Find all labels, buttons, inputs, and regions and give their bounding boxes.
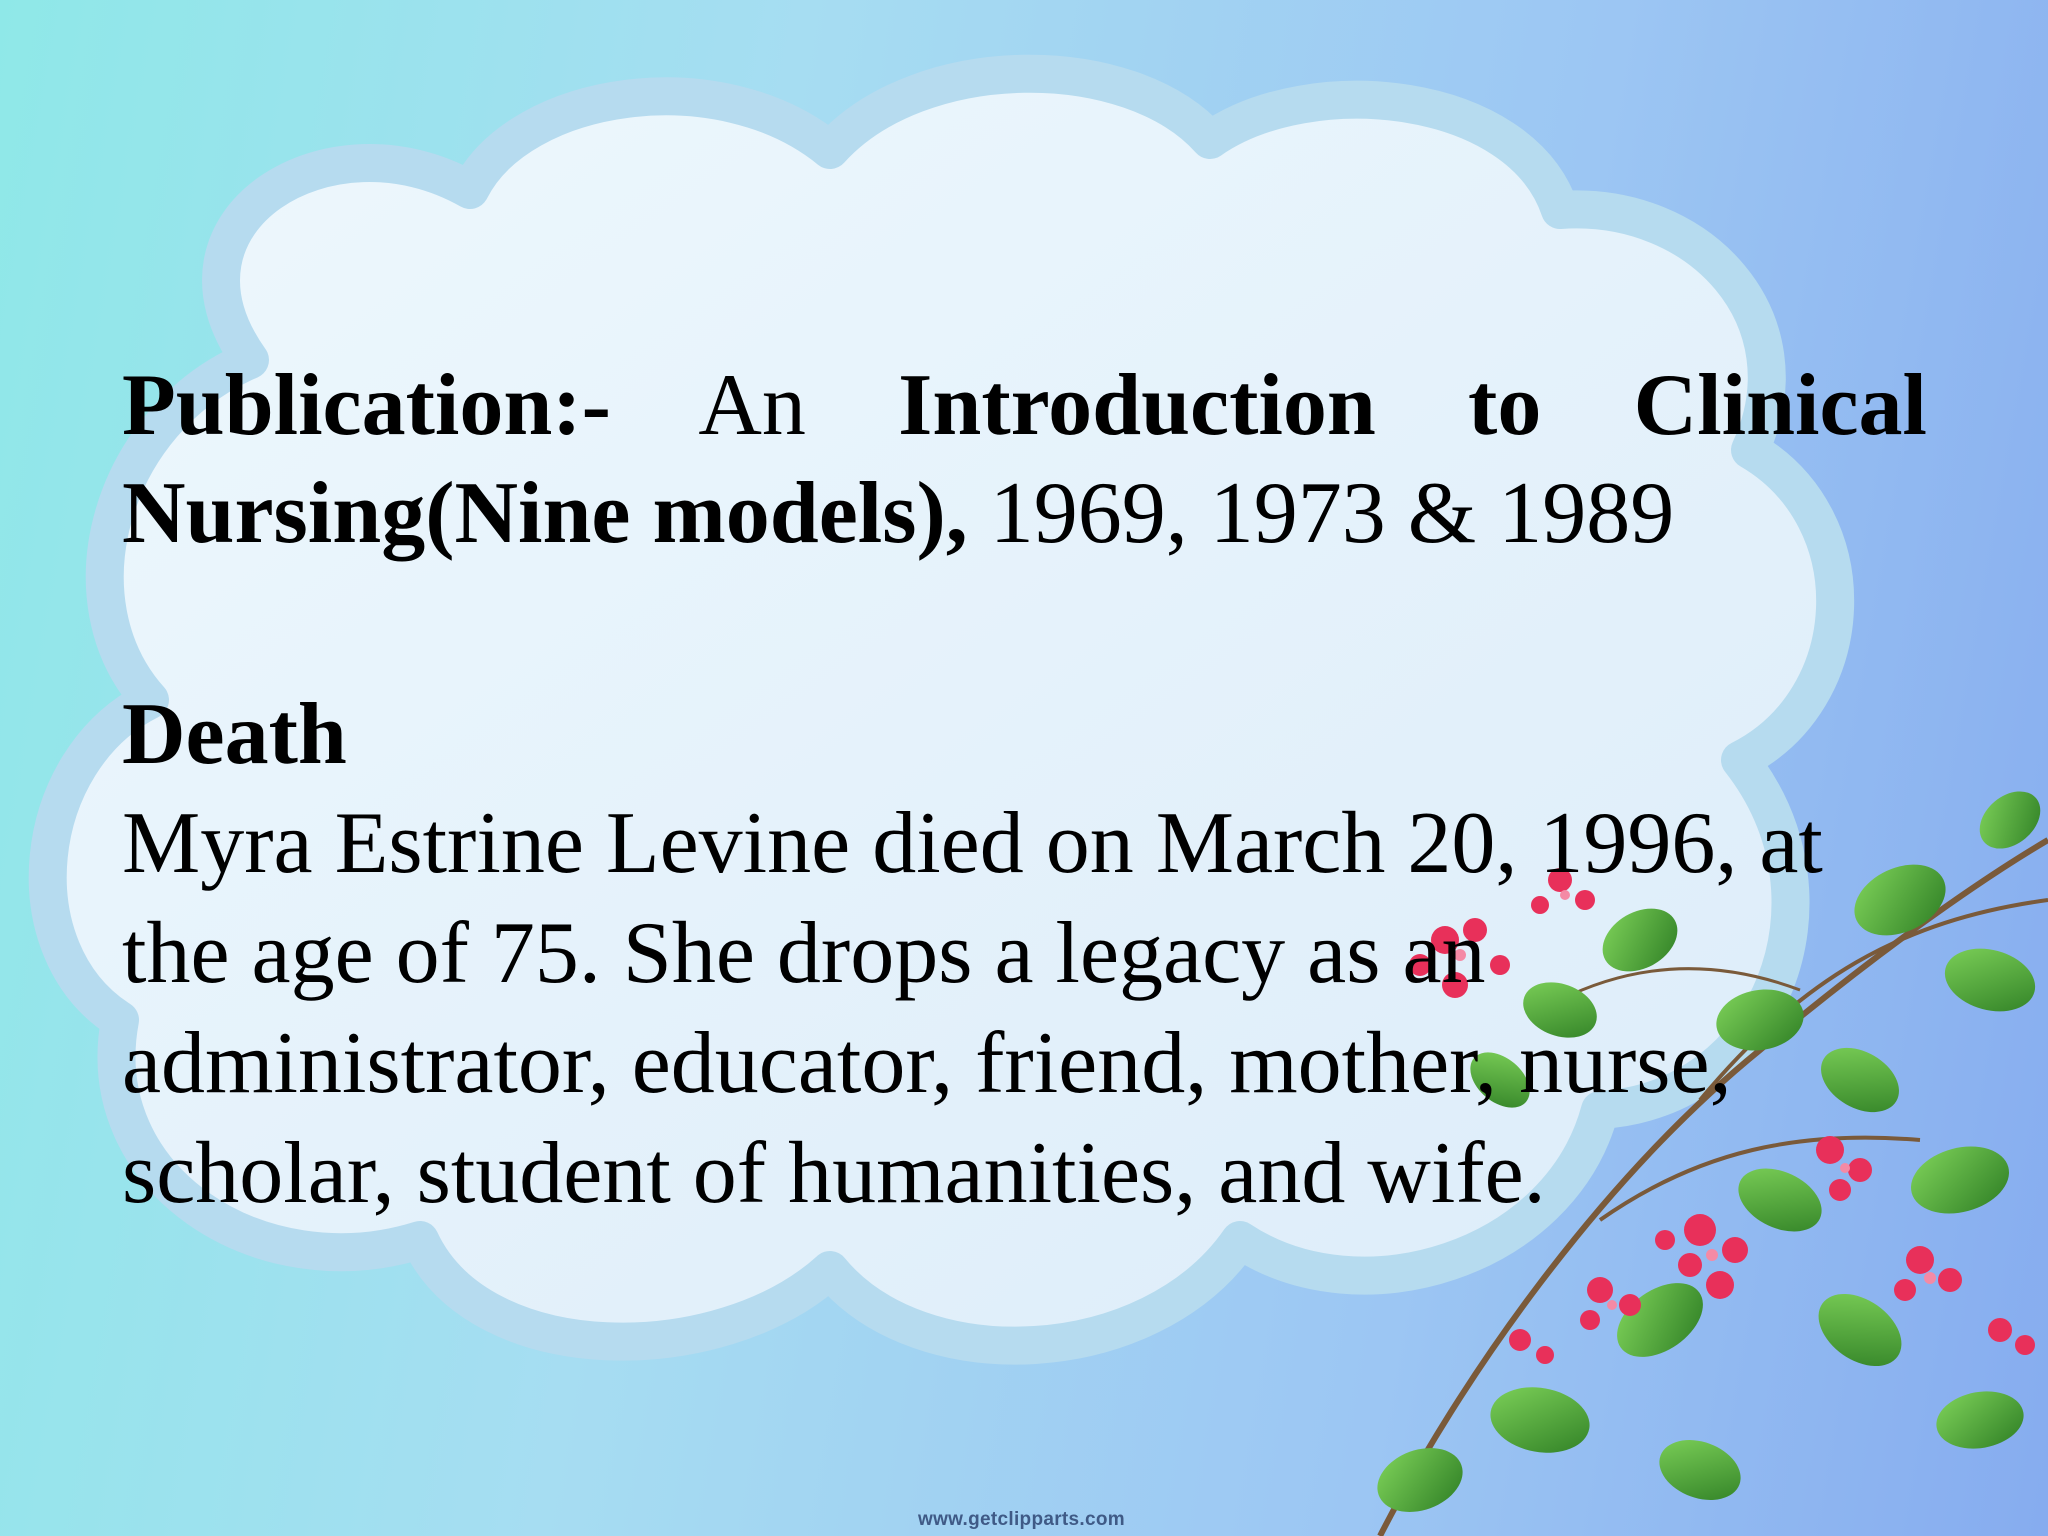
death-body: Myra Estrine Levine died on March 20, 1996, at the age of 75. She drops a legacy as an administrator, educator, friend, mother, nurse, scholar, student of humanities, and wife.	[122, 795, 1823, 1222]
publication-prefix: An	[610, 357, 899, 454]
clipart-credit: www.getclipparts.com	[918, 1509, 1125, 1530]
publication-paragraph	[122, 352, 1927, 568]
publication-title: Introduction to Clinical Nursing(Nine models),	[122, 357, 1927, 562]
publication-label: Publication:-	[122, 357, 611, 454]
slide-content	[122, 352, 1927, 1229]
death-heading: Death	[122, 686, 347, 783]
publication-years: 1969, 1973 & 1989	[967, 465, 1675, 562]
